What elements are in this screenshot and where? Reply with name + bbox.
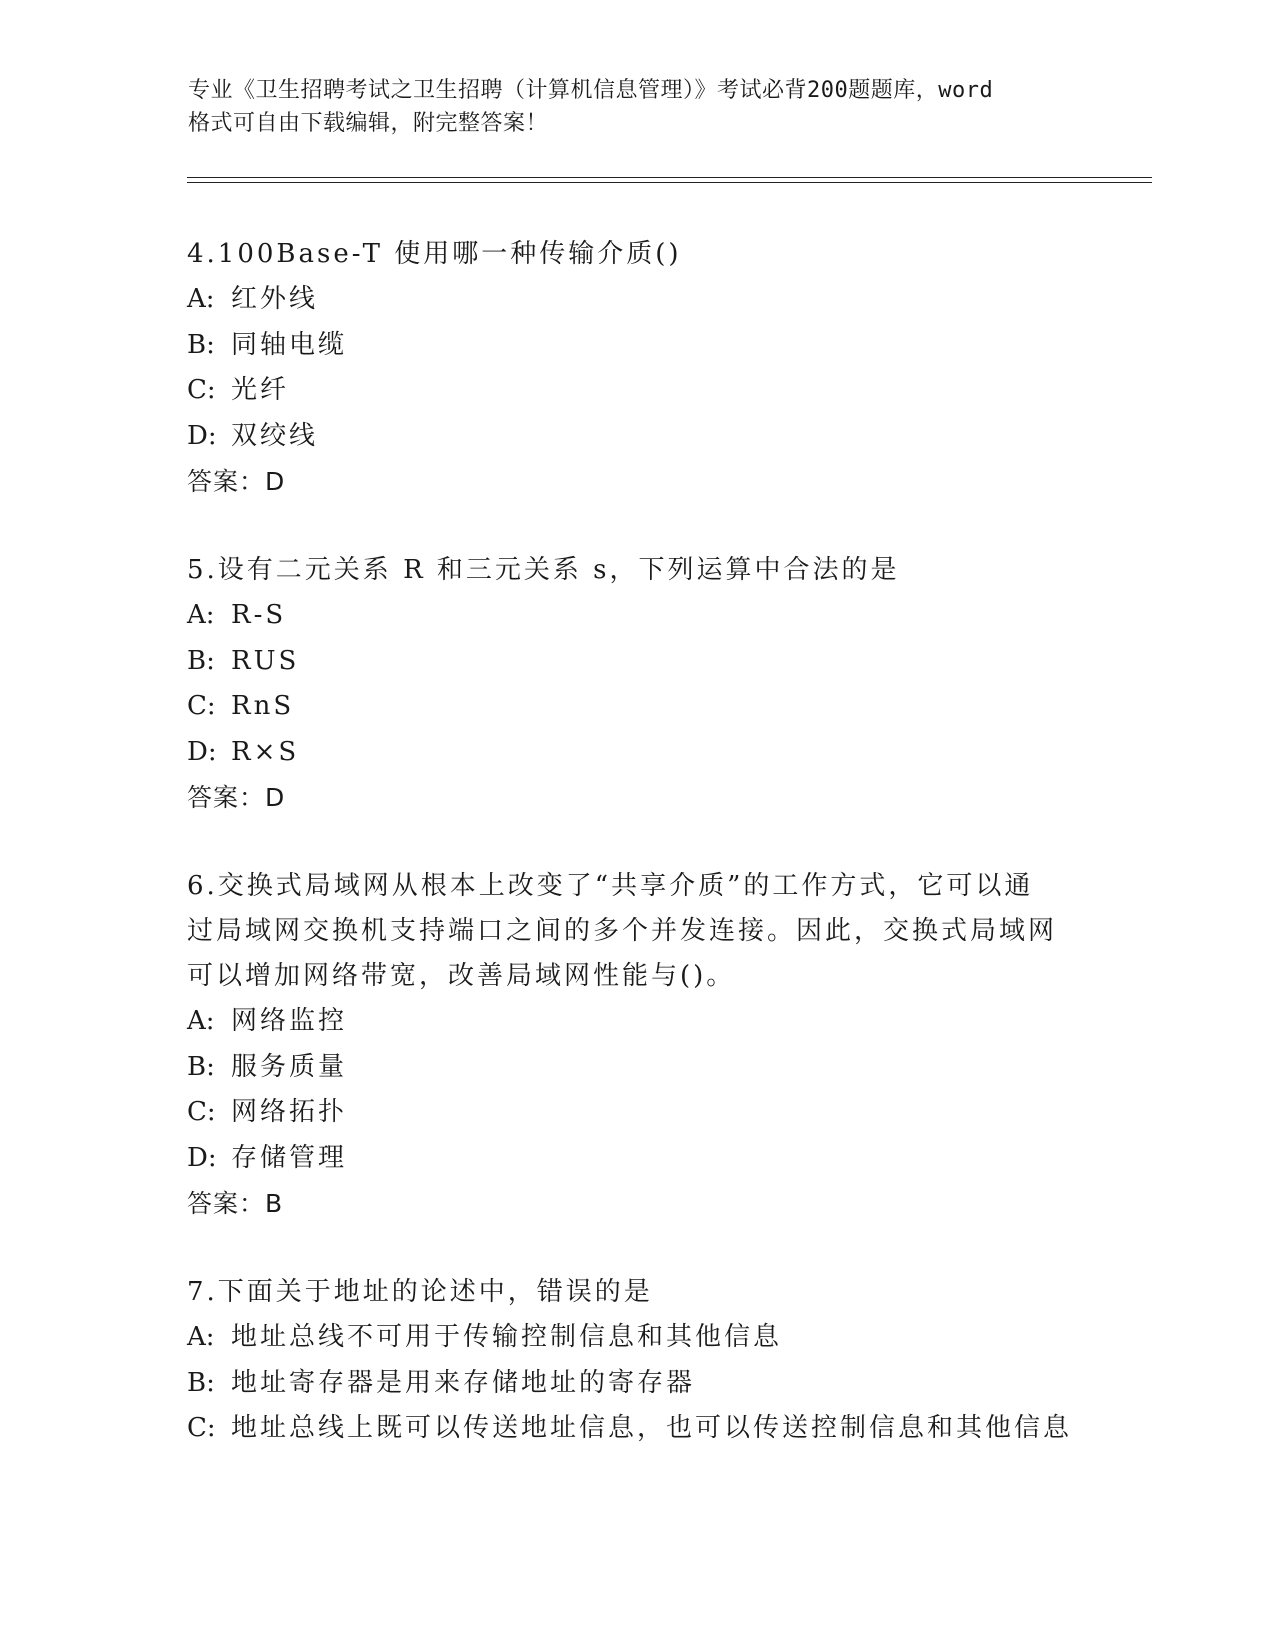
question-text: 4.100Base-T 使用哪一种传输介质() [187, 239, 682, 269]
option-text: 地址总线上既可以传送地址信息，也可以传送控制信息和其他信息 [231, 1413, 1073, 1443]
answer-text: 答案：D [187, 467, 286, 496]
header-line-1: 专业《卫生招聘考试之卫生招聘（计算机信息管理）》考试必背200题题库，word [188, 78, 994, 103]
option-row [187, 593, 1147, 639]
question-text: 5.设有二元关系 R 和三元关系 s，下列运算中合法的是 [187, 555, 900, 585]
option-letter: D: [187, 420, 217, 451]
option-row [187, 1090, 1147, 1136]
option-letter: B: [187, 1051, 215, 1082]
question-block [187, 548, 1147, 820]
option-text: R×S [231, 736, 300, 767]
option-text: 地址总线不可用于传输控制信息和其他信息 [231, 1322, 783, 1352]
option-letter: B: [187, 329, 215, 360]
option-letter: A: [187, 600, 215, 630]
option-text: 光纤 [231, 375, 290, 405]
question-text: 可以增加网络带宽，改善局域网性能与()。 [187, 961, 736, 991]
option-text: 存储管理 [231, 1142, 348, 1173]
option-row [187, 323, 1147, 369]
option-row [187, 1045, 1147, 1091]
option-text: 网络拓扑 [231, 1097, 348, 1127]
option-row [187, 684, 1147, 730]
option-text: 服务质量 [231, 1051, 348, 1082]
answer-text: 答案：D [187, 783, 286, 812]
option-letter: B: [187, 645, 215, 676]
question-text: 7.下面关于地址的论述中，错误的是 [187, 1277, 653, 1307]
option-text: 同轴电缆 [231, 329, 348, 360]
option-letter: C: [187, 1413, 216, 1443]
option-row [187, 1136, 1147, 1182]
option-row [187, 999, 1147, 1045]
option-letter: A: [187, 1322, 215, 1352]
option-text: 地址寄存器是用来存储地址的寄存器 [231, 1367, 696, 1398]
option-letter: C: [187, 1097, 216, 1127]
option-letter: B: [187, 1367, 215, 1398]
option-row [187, 277, 1147, 323]
option-row [187, 639, 1147, 685]
option-letter: C: [187, 691, 216, 721]
question-block [187, 1270, 1147, 1452]
question-text: 过局域网交换机支持端口之间的多个并发连接。因此，交换式局域网 [187, 916, 1058, 946]
option-text: RUS [231, 645, 300, 676]
document-header [188, 74, 1088, 140]
option-row [187, 368, 1147, 414]
option-text: R-S [231, 600, 287, 630]
question-text: 6.交换式局域网从根本上改变了“共享介质”的工作方式，它可以通 [187, 871, 1034, 901]
option-text: 网络监控 [231, 1006, 348, 1036]
option-row [187, 1361, 1147, 1407]
option-row [187, 730, 1147, 776]
option-letter: C: [187, 375, 216, 405]
option-text: 双绞线 [231, 420, 319, 451]
question-list [187, 232, 1147, 1496]
option-row [187, 1315, 1147, 1361]
question-block [187, 864, 1147, 1226]
option-letter: A: [187, 1006, 215, 1036]
question-block [187, 232, 1147, 504]
option-text: RnS [231, 691, 295, 721]
option-letter: A: [187, 284, 215, 314]
header-line-2: 格式可自由下载编辑，附完整答案！ [188, 111, 549, 136]
header-divider-bottom [187, 182, 1152, 183]
option-letter: D: [187, 1142, 217, 1173]
option-letter: D: [187, 736, 217, 767]
option-text: 红外线 [231, 284, 319, 314]
answer-text: 答案：B [187, 1189, 284, 1218]
option-row [187, 414, 1147, 460]
header-divider-top [187, 177, 1152, 178]
option-row [187, 1406, 1147, 1452]
